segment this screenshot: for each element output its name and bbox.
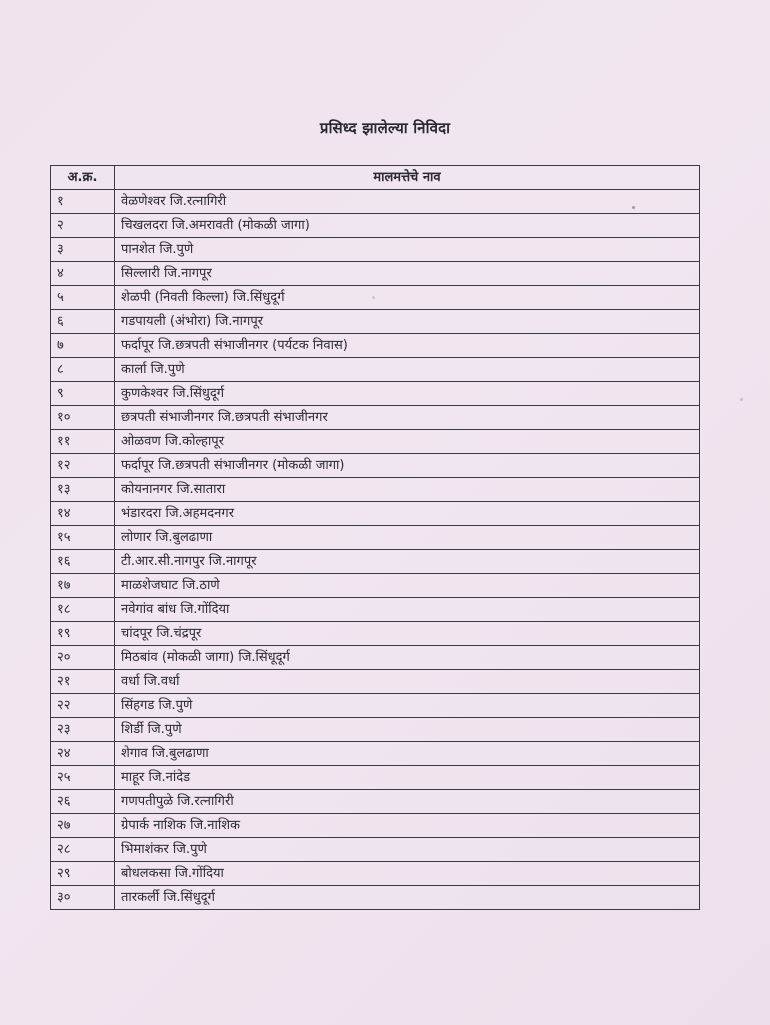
serial-number-cell: २३ — [51, 718, 115, 742]
serial-number-cell: २१ — [51, 670, 115, 694]
property-name-cell: फर्दापूर जि.छत्रपती संभाजीनगर (पर्यटक निवास) — [115, 334, 700, 358]
serial-number-cell: २ — [51, 214, 115, 238]
property-name-cell: गडपायली (अंभोरा) जि.नागपूर — [115, 310, 700, 334]
scan-speck — [740, 398, 743, 401]
serial-number-cell: १४ — [51, 502, 115, 526]
table-row — [51, 622, 700, 646]
serial-number-cell: २६ — [51, 790, 115, 814]
serial-number-cell: २० — [51, 646, 115, 670]
table-row — [51, 718, 700, 742]
table-row — [51, 742, 700, 766]
document-title: प्रसिध्द झालेल्या निविदा — [319, 119, 451, 137]
serial-number-cell: २८ — [51, 838, 115, 862]
serial-number-cell: २४ — [51, 742, 115, 766]
property-name-cell: माहूर जि.नांदेड — [115, 766, 700, 790]
property-name-cell: कुणकेश्वर जि.सिंधुदूर्ग — [115, 382, 700, 406]
property-name-cell: छत्रपती संभाजीनगर जि.छत्रपती संभाजीनगर — [115, 406, 700, 430]
serial-number-cell: २९ — [51, 862, 115, 886]
table-row — [51, 550, 700, 574]
serial-number-cell: २५ — [51, 766, 115, 790]
table-row — [51, 790, 700, 814]
property-name-cell: शेळपी (निवती किल्ला) जि.सिंधुदूर्ग — [115, 286, 700, 310]
serial-number-cell: २७ — [51, 814, 115, 838]
serial-number-cell: १५ — [51, 526, 115, 550]
property-name-cell: मिठबांव (मोकळी जागा) जि.सिंधूदूर्ग — [115, 646, 700, 670]
table-header-row — [51, 166, 700, 190]
table-row — [51, 310, 700, 334]
property-name-cell: कार्ला जि.पुणे — [115, 358, 700, 382]
serial-number-cell: १६ — [51, 550, 115, 574]
table-row — [51, 214, 700, 238]
table-row — [51, 190, 700, 214]
table-row — [51, 646, 700, 670]
table-row — [51, 598, 700, 622]
serial-number-cell: १० — [51, 406, 115, 430]
property-name-cell: टी.आर.सी.नागपुर जि.नागपूर — [115, 550, 700, 574]
property-name-cell: ओळवण जि.कोल्हापूर — [115, 430, 700, 454]
serial-number-cell: ११ — [51, 430, 115, 454]
serial-number-header: अ.क्र. — [51, 166, 115, 190]
property-name-cell: शिर्डी जि.पुणे — [115, 718, 700, 742]
property-name-cell: गणपतीपुळे जि.रत्नागिरी — [115, 790, 700, 814]
serial-number-cell: १ — [51, 190, 115, 214]
property-name-cell: भिमाशंकर जि.पुणे — [115, 838, 700, 862]
tender-list-table — [50, 165, 700, 910]
property-name-cell: सिंहगड जि.पुणे — [115, 694, 700, 718]
scan-speck — [632, 206, 635, 209]
table-row — [51, 502, 700, 526]
property-name-cell: फर्दापूर जि.छत्रपती संभाजीनगर (मोकळी जागा) — [115, 454, 700, 478]
table-body — [51, 190, 700, 910]
table-row — [51, 286, 700, 310]
property-name-cell: पानशेत जि.पुणे — [115, 238, 700, 262]
table-row — [51, 478, 700, 502]
table-row — [51, 358, 700, 382]
serial-number-cell: १७ — [51, 574, 115, 598]
table-row — [51, 334, 700, 358]
table-row — [51, 766, 700, 790]
property-name-cell: शेगाव जि.बुलढाणा — [115, 742, 700, 766]
table-row — [51, 430, 700, 454]
property-name-cell: भंडारदरा जि.अहमदनगर — [115, 502, 700, 526]
table-row — [51, 838, 700, 862]
table-row — [51, 238, 700, 262]
property-name-cell: सिल्लारी जि.नागपूर — [115, 262, 700, 286]
property-name-cell: वेळणेश्वर जि.रत्नागिरी — [115, 190, 700, 214]
table-row — [51, 406, 700, 430]
property-name-cell: माळशेजघाट जि.ठाणे — [115, 574, 700, 598]
table-row — [51, 526, 700, 550]
serial-number-cell: ७ — [51, 334, 115, 358]
property-name-cell: वर्धा जि.वर्धा — [115, 670, 700, 694]
serial-number-cell: १९ — [51, 622, 115, 646]
serial-number-cell: ८ — [51, 358, 115, 382]
property-name-cell: नवेगांव बांध जि.गोंदिया — [115, 598, 700, 622]
table-row — [51, 694, 700, 718]
table-row — [51, 886, 700, 910]
table-row — [51, 670, 700, 694]
table-row — [51, 262, 700, 286]
property-name-cell: तारकर्ली जि.सिंधुदूर्ग — [115, 886, 700, 910]
serial-number-cell: १२ — [51, 454, 115, 478]
property-name-cell: लोणार जि.बुलढाणा — [115, 526, 700, 550]
table-row — [51, 814, 700, 838]
table-row — [51, 382, 700, 406]
serial-number-cell: ३० — [51, 886, 115, 910]
serial-number-cell: १३ — [51, 478, 115, 502]
table-row — [51, 862, 700, 886]
property-name-cell: बोधलकसा जि.गोंदिया — [115, 862, 700, 886]
serial-number-cell: ६ — [51, 310, 115, 334]
property-name-cell: चिखलदरा जि.अमरावती (मोकळी जागा) — [115, 214, 700, 238]
property-name-header: मालमत्तेचे नाव — [115, 166, 700, 190]
property-name-cell: ग्रेपार्क नाशिक जि.नाशिक — [115, 814, 700, 838]
serial-number-cell: १८ — [51, 598, 115, 622]
serial-number-cell: २२ — [51, 694, 115, 718]
scan-speck — [372, 296, 375, 299]
table-row — [51, 574, 700, 598]
serial-number-cell: ४ — [51, 262, 115, 286]
property-name-cell: चांदपूर जि.चंद्रपूर — [115, 622, 700, 646]
serial-number-cell: ३ — [51, 238, 115, 262]
serial-number-cell: ९ — [51, 382, 115, 406]
property-name-cell: कोयनानगर जि.सातारा — [115, 478, 700, 502]
table-row — [51, 454, 700, 478]
serial-number-cell: ५ — [51, 286, 115, 310]
